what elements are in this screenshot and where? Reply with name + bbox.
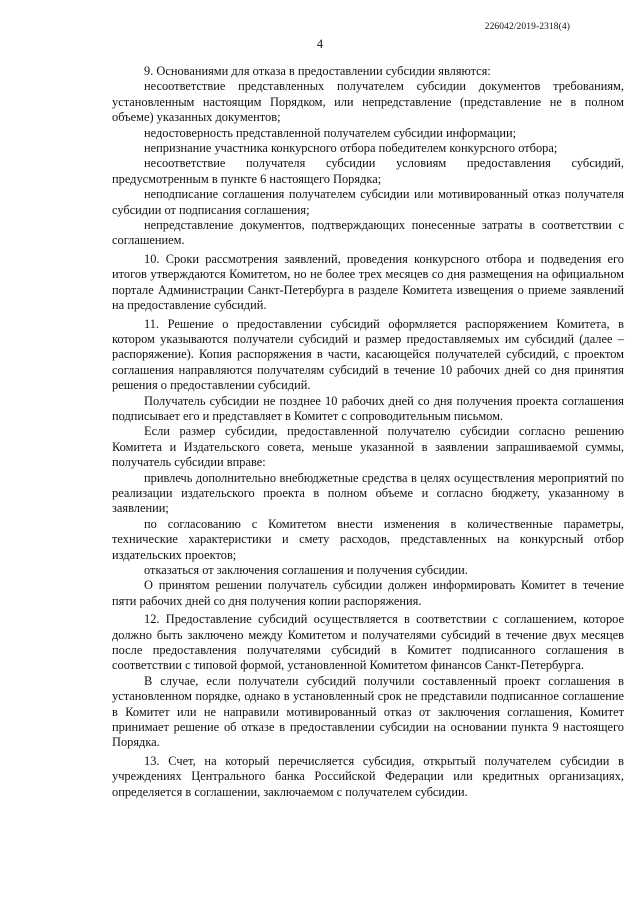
page-number: 4 — [316, 37, 324, 51]
paragraph-list-item: по согласованию с Комитетом внести изменения в количественные параметры, технические характеристики и смету расходов, представленных на конкурсный отбор издательских проектов; — [112, 516, 624, 562]
paragraph: О принятом решении получатель субсидии должен информировать Комитет в течение пяти рабочих дней со дня получения копии распоряжения. — [112, 578, 624, 608]
paragraph-clause-12: 12. Предоставление субсидий осуществляется в соответствии с соглашением, которое должно быть заключено между Комитетом и получателями субсидий в течение двух месяцев после предоставления получателями субсидий в Комитет подписанного соглашения в соответствии с типовой формой, установленной Комитетом финансов Санкт-Петербурга. — [112, 612, 624, 673]
paragraph-list-item: недостоверность представленной получателем субсидии информации; — [144, 125, 517, 140]
paragraph-list-item: непредставление документов, подтверждающих понесенные затраты в соответствии с соглашением. — [112, 218, 624, 248]
paragraph-clause-11: 11. Решение о предоставлении субсидий оформляется распоряжением Комитета, в котором указываются получатели субсидий и размер предоставляемых им субсидий (далее – распоряжение). Копия распоряжения в части, касающейся получателей субсидий, с проектом соглашения направляются получателям субсидий в течение 10 рабочих дней со дня принятия решения о предоставлении субсидий. — [112, 316, 624, 393]
paragraph-list-item: неподписание соглашения получателем субсидии или мотивированный отказ получателя субсидии от подписания соглашения; — [112, 187, 624, 217]
paragraph-clause-13: 13. Счет, на который перечисляется субсидия, открытый получателем субсидии в учреждениях Центрального банка Российской Федерации или кредитных организациях, определяется в соглашении, заключаемом с получателем субсидии. — [112, 753, 624, 799]
paragraph-list-item: несоответствие получателя субсидии условиям предоставления субсидий, предусмотренным в пункте 6 настоящего Порядка; — [112, 156, 624, 186]
paragraph-clause-9: 9. Основаниями для отказа в предоставлении субсидии являются: — [144, 64, 491, 78]
paragraph-list-item: привлечь дополнительно внебюджетные средства в целях осуществления мероприятий по реализации издательского проекта в полном объеме и согласно бюджету, указанному в заявлении; — [112, 470, 624, 516]
paragraph-list-item: непризнание участника конкурсного отбора победителем конкурсного отбора; — [144, 141, 558, 156]
paragraph-clause-10: 10. Сроки рассмотрения заявлений, проведения конкурсного отбора и подведения его итогов утверждаются Комитетом, но не более трех месяцев со дня размещения на официальном портале Администрации Санкт-Петербурга в разделе Комитета извещения о приеме заявлений на предоставление субсидий. — [112, 251, 624, 313]
document-body — [112, 64, 624, 800]
paragraph: Получатель субсидии не позднее 10 рабочих дней со дня получения проекта соглашения подписывает его и представляет в Комитет с сопроводительным письмом. — [112, 393, 624, 423]
paragraph: Если размер субсидии, предоставленной получателю субсидии согласно решению Комитета и Издательского совета, меньше указанной в заявлении запрашиваемой суммы, получатель субсидии вправе: — [112, 424, 624, 470]
document-code: 226042/2019-2318(4) — [484, 22, 570, 32]
paragraph-list-item: отказаться от заключения соглашения и получения субсидии. — [144, 563, 468, 577]
paragraph-list-item: несоответствие представленных получателем субсидии документов требованиям, установленным настоящим Порядком, или непредставление (представление не в полном объеме) указанных документов; — [112, 79, 624, 125]
paragraph: В случае, если получатели субсидий получили составленный проект соглашения в установленном порядке, однако в установленный срок не представили подписанное соглашение в Комитет или не направили мотивированный отказ от заключения соглашения, Комитет принимает решение об отказе в предоставлении субсидии на основании пункта 9 настоящего Порядка. — [112, 673, 624, 750]
